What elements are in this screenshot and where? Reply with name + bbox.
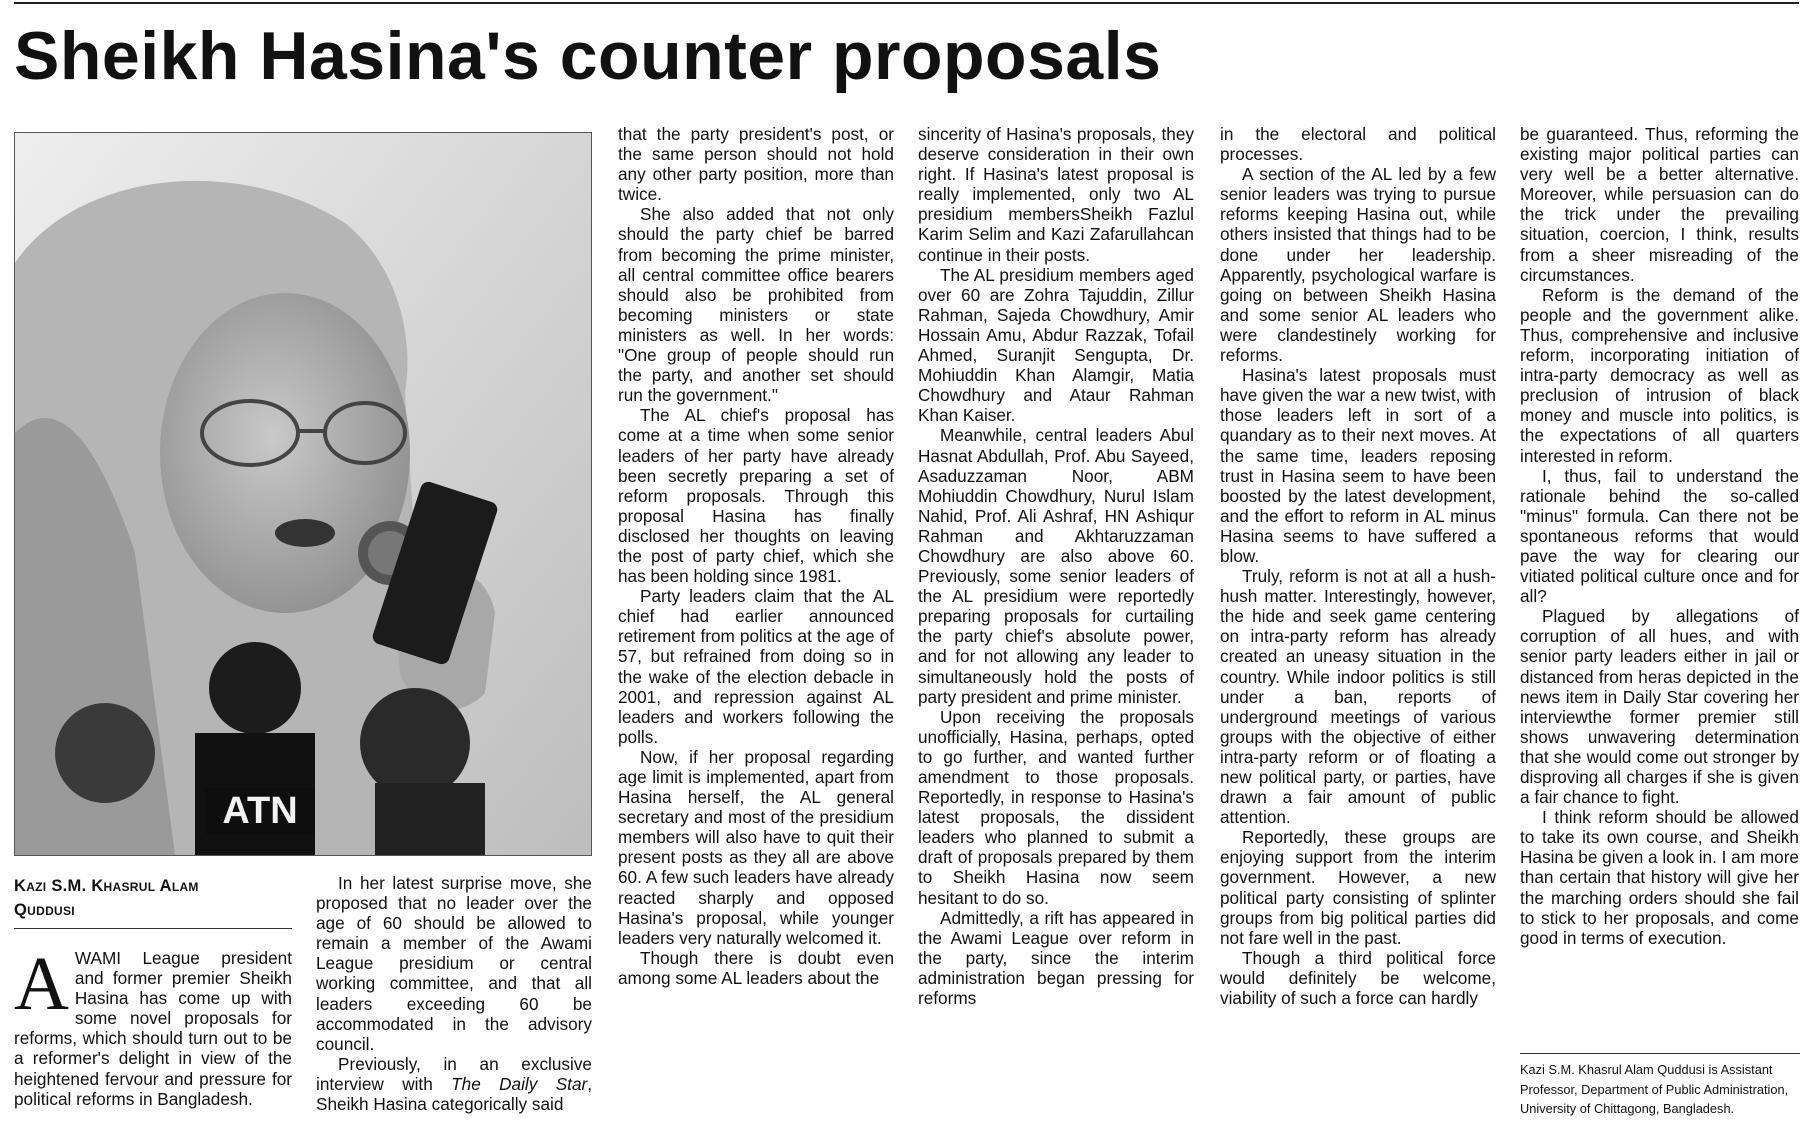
column-3 — [618, 124, 894, 988]
paragraph: I think reform should be allowed to take its own course, and Sheikh Hasina be given a look in. I am more than certain that history will give her the marching orders should she fail to stick to her proposals, and come good in terms of execution. — [1520, 807, 1799, 948]
paragraph: Party leaders claim that the AL chief had earlier announced retirement from politics at the age of 57, but refrained from doing so in the wake of the election debacle in 2001, and repression against AL leaders and workers following the polls. — [618, 586, 894, 747]
column-1 — [14, 942, 292, 1109]
paragraph: Reform is the demand of the people and the government alike. Thus, comprehensive and inclusive reform, incorporating initiation of intra-party democracy as well as preclusion of intrusion of black money and muscle into politics, is the expectations of all quarters interested in reform. — [1520, 284, 1799, 466]
paragraph: She also added that not only should the party chief be barred from becoming the prime minister, all central committee office bearers should also be prohibited from becoming ministers or state ministers as well. In her words: "One group of people should run the party, and another set should run the government." — [618, 204, 894, 406]
byline — [14, 874, 292, 929]
paragraph: Truly, reform is not at all a hush-hush matter. Interestingly, however, the hide and seek game centering on intra-party reform has already created an uneasy situation in the country. While indoor politics is still under a ban, reports of underground meetings of various groups with the objective of either intra-party reform or of floating a new political party, or parties, have drawn a fair amount of public attention. — [1220, 566, 1496, 828]
paragraph: Upon receiving the proposals unofficially, Hasina, perhaps, opted to go further, and wanted further amendment to those proposals. Reportedly, in response to Hasina's latest proposals, the dissident leaders who planned to submit a draft of proposals prepared by them to Sheikh Hasina now seem hesitant to do so. — [918, 706, 1194, 908]
paragraph: sincerity of Hasina's proposals, they deserve consideration in their own right. If Hasina's latest proposal is really implemented, only two AL presidium membersSheikh Fazlul Karim Selim and Kazi Zafarullahcan continue in their posts. — [918, 124, 1194, 265]
headline: Sheikh Hasina's counter proposals — [14, 18, 1162, 94]
byline-line2: Quddusi — [14, 901, 75, 919]
paragraph: Though a third political force would definitely be welcome, viability of such a force can hardly — [1220, 947, 1496, 1009]
column-4 — [918, 124, 1194, 1008]
paragraph: The AL chief's proposal has come at a time when some senior leaders of her party have already been secretly preparing a set of reform proposals. Through this proposal Hasina has finally disclosed her thoughts on leaving the post of party chief, which she has been holding since 1981. — [618, 405, 894, 587]
paragraph: Admittedly, a rift has appeared in the Awami League over reform in the party, since the interim administration began pressing for reforms — [918, 907, 1194, 1009]
paragraph: Hasina's latest proposals must have given the war a new twist, with those leaders left in sort of a quandary as to their next moves. At the same time, leaders reposing trust in Hasina seem to have been boosted by the latest development, and the effort to reform in AL minus Hasina seems to have suffered a blow. — [1220, 365, 1496, 566]
paragraph: I, thus, fail to understand the rationale behind the so-called "minus" formula. Can there not be spontaneous reforms that would pave the way for clearing our vitiated political culture once and for all? — [1520, 465, 1799, 607]
paragraph-text: Previously, in an exclusive interview with — [316, 1053, 592, 1094]
column-2 — [316, 873, 592, 1114]
paragraph — [316, 1054, 592, 1114]
paragraph: Though there is doubt even among some AL leaders about the — [618, 947, 894, 988]
column-5 — [1220, 124, 1496, 1008]
paragraph: The AL presidium members aged over 60 are Zohra Tajuddin, Zillur Rahman, Sajeda Chowdhury, Amir Hossain Amu, Abdur Razzak, Tofail Ahmed, Suranjit Sengupta, Dr. Mohiuddin Khan Alamgir, Matia Chowdhury and Ataur Rahman Khan Kaiser. — [918, 264, 1194, 426]
paragraph: Meanwhile, central leaders Abul Hasnat Abdullah, Prof. Abu Sayeed, Asaduzzaman Noor, ABM Mohiuddin Chowdhury, Nurul Islam Nahid, Prof. Ali Ashraf, HN Ashiqur Rahman and Akhtaruzzaman Chowdhury are also above 60. Previously, some senior leaders of the AL presidium were reportedly preparing proposals for curtailing the party chief's absolute power, and for not allowing any leader to simultaneously hold the posts of party president and prime minister. — [918, 425, 1194, 707]
paragraph: A section of the AL led by a few senior leaders was trying to pursue reforms keeping Hasina out, while others insisted that things had to be done under her leadership. Apparently, psychological warfare is going on between Sheikh Hasina and some senior AL leaders who were clandestinely working for reforms. — [1220, 164, 1496, 366]
paragraph: Now, if her proposal regarding age limit is implemented, apart from Hasina herself, the AL general secretary and most of the presidium members will also have to quit their present posts as they all are above 60. A few such leaders have already reacted sharply and opposed Hasina's proposal, while younger leaders very naturally welcomed it. — [618, 746, 894, 948]
paragraph: be guaranteed. Thus, reforming the existing major political parties can very well be a better alternative. Moreover, while persuasion can do the trick under the prevailing situation, coercion, I think, results from a sheer misreading of the circumstances. — [1520, 124, 1799, 285]
article-photo — [14, 132, 592, 856]
column-6 — [1520, 124, 1799, 948]
paragraph: Plagued by allegations of corruption of all hues, and with senior party leaders either in jail or distanced from heras depicted in the news item in Daily Star covering her interviewthe former premier still shows unwavering determination that she would come out stronger by disproving all charges if she is given a fair chance to fight. — [1520, 606, 1799, 808]
paragraph: In her latest surprise move, she proposed that no leader over the age of 60 should be allowed to remain a member of the Awami League presidium or central working committee, and that all leaders exceeding 60 be accommodated in the advisory council. — [316, 873, 592, 1054]
paragraph: that the party president's post, or the same person should not hold any other party position, more than twice. — [618, 124, 894, 205]
newspaper-name: The Daily Star — [451, 1073, 588, 1094]
paragraph: in the electoral and political processes. — [1220, 124, 1496, 165]
top-rule — [14, 2, 1799, 4]
lead-text: WAMI League president and former premier Sheikh Hasina has come up with some novel proposals for reforms, which should turn out to be a reformer's delight in view of the heightened fervour and pressure for political reforms in Bangladesh. — [14, 948, 292, 1109]
paragraph: Reportedly, these groups are enjoying support from the interim government. However, a new political party consisting of splinter groups from big political parties did not fare well in the past. — [1220, 827, 1496, 948]
drop-cap: A — [14, 942, 69, 1026]
atn-logo-text: ATN — [222, 790, 298, 832]
byline-line1: Kazi S.M. Khasrul Alam — [14, 877, 199, 895]
author-note: Kazi S.M. Khasrul Alam Quddusi is Assistant Professor, Department of Public Administration, University of Chittagong, Bangladesh. — [1520, 1053, 1800, 1119]
paragraph-text: , Sheikh Hasina categorically said — [316, 1073, 593, 1115]
lead-paragraph — [14, 942, 292, 1109]
